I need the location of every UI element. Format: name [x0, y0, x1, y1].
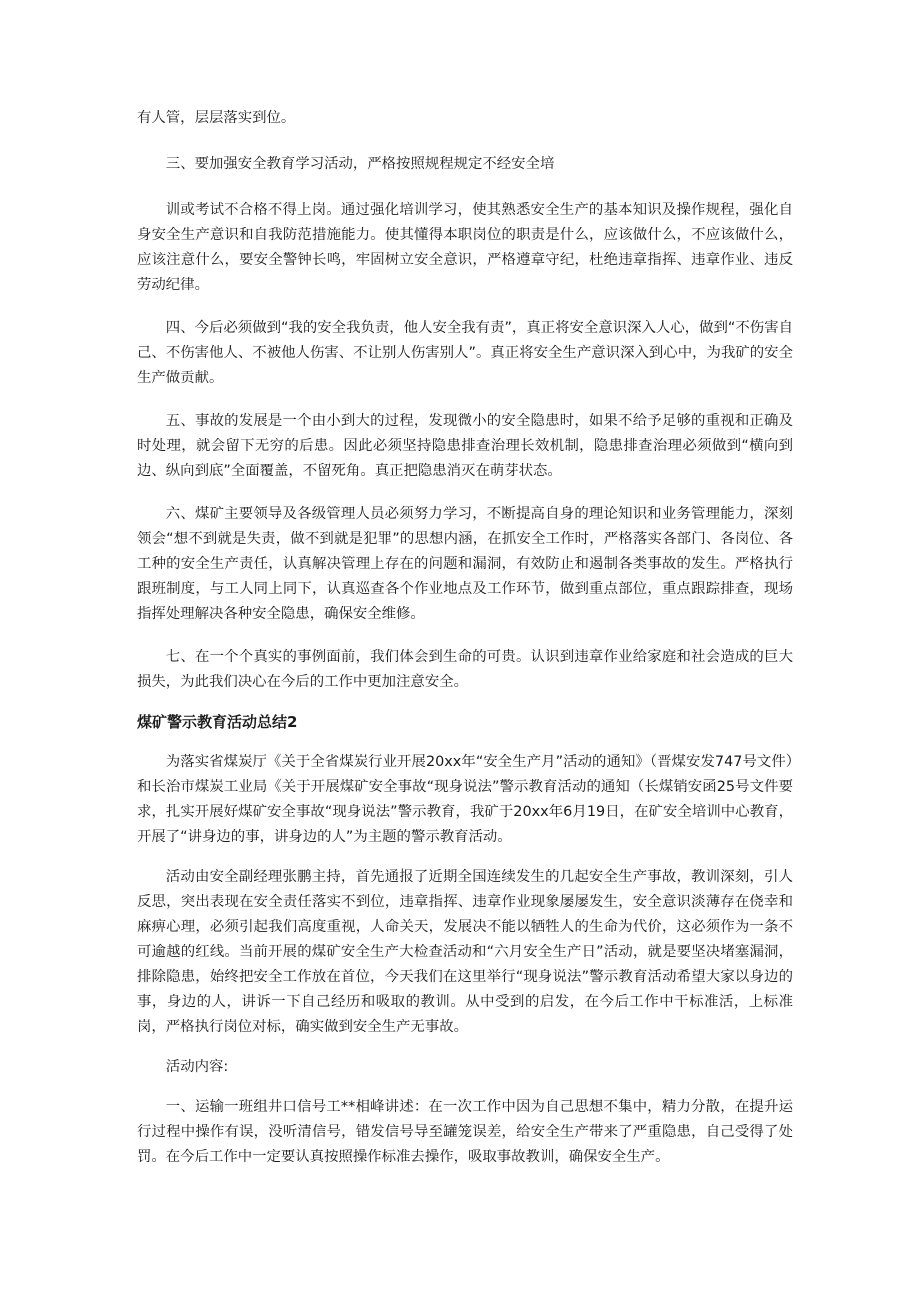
paragraph-continuation: 有人管，层层落实到位。: [137, 110, 296, 126]
paragraph-point-6: 六、煤矿主要领导及各级管理人员必须努力学习，不断提高自身的理论知识和业务管理能力，深刻领会“想不到就是失责，做不到就是犯罪”的思想内涵，在抓安全工作时，严格落实各部门、各岗位、各工种的安全生产责任，认真解决管理上存在的问题和漏洞，有效防止和遏制各类事故的发生。严格执行跟班制度，与工人同上同下，认真巡查各个作业地点及工作环节，做到重点部位，重点跟踪排查，现场指挥处理解决各种安全隐患，确保安全维修。: [137, 506, 793, 622]
paragraph-point-4: 四、今后必须做到“我的安全我负责，他人安全我有责”，真正将安全意识深入人心，做到“不伤害自己、不伤害他人、不被他人伤害、不让别人伤害别人”。真正将安全生产意识深入到心中，为我矿的安全生产做贡献。: [137, 320, 793, 386]
paragraph-point-7: 七、在一个个真实的事例面前，我们体会到生命的可贵。认识到违章作业给家庭和社会造成的巨大损失，为此我们决心在今后的工作中更加注意安全。: [137, 649, 793, 690]
paragraph-point-5: 五、事故的发展是一个由小到大的过程，发现微小的安全隐患时，如果不给予足够的重视和正确及时处理，就会留下无穷的后患。因此必须坚持隐患排查治理长效机制，隐患排查治理必须做到“横向到边、纵向到底”全面覆盖，不留死角。真正把隐患消灭在萌芽状态。: [137, 413, 793, 479]
paragraph-point-3-intro: 三、要加强安全教育学习活动，严格按照规程规定不经安全培: [165, 156, 555, 172]
paragraph-activity-content-label: 活动内容:: [165, 1059, 229, 1075]
paragraph-background: 为落实省煤炭厅《关于全省煤炭行业开展20xx年“安全生产月”活动的通知》（晋煤安发747号文件）和长治市煤炭工业局《关于开展煤矿安全事故“现身说法”警示教育活动的通知（长煤销安函25号文件要求，扎实开展好煤矿安全事故“现身说法”警示教育，我矿于20xx年6月19日，在矿安全培训中心教育，开展了“讲身边的事，讲身边的人”为主题的警示教育活动。: [137, 754, 793, 845]
paragraph-speaker-1: 一、运输一班组井口信号工**相峰讲述：在一次工作中因为自己思想不集中，精力分散，在提升运行过程中操作有误，没听清信号，错发信号导至罐笼误差，给安全生产带来了严重隐患，自己受得了处罚。在今后工作中一定要认真按照操作标准去操作，吸取事故教训，确保安全生产。: [137, 1099, 793, 1165]
section-heading: 煤矿警示教育活动总结2: [137, 713, 298, 731]
document-page: [137, 106, 793, 1170]
paragraph-activity-summary: 活动由安全副经理张鹏主持，首先通报了近期全国连续发生的几起安全生产事故，教训深刻，引人反思，突出表现在安全责任落实不到位，违章指挥、违章作业现象屡屡发生，安全意识淡薄存在侥幸和麻痹心理，必须引起我们高度重视，人命关天，发展决不能以牺牲人的生命为代价，这必须作为一条不可逾越的红线。当前开展的煤矿安全生产大检查活动和“六月安全生产日”活动，就是要坚决堵塞漏洞，排除隐患，始终把安全工作放在首位，今天我们在这里举行“现身说法”警示教育活动希望大家以身边的事，身边的人，讲诉一下自己经历和吸取的教训。从中受到的启发，在今后工作中干标准活，上标准岗，严格执行岗位对标，确实做到安全生产无事故。: [137, 869, 793, 1035]
paragraph-point-3-body: 训或考试不合格不得上岗。通过强化培训学习，使其熟悉安全生产的基本知识及操作规程，强化自身安全生产意识和自我防范措施能力。使其懂得本职岗位的职责是什么，应该做什么，不应该做什么，应该注意什么，要安全警钟长鸣，牢固树立安全意识，严格遵章守纪，杜绝违章指挥、违章作业、违反劳动纪律。: [137, 202, 793, 293]
